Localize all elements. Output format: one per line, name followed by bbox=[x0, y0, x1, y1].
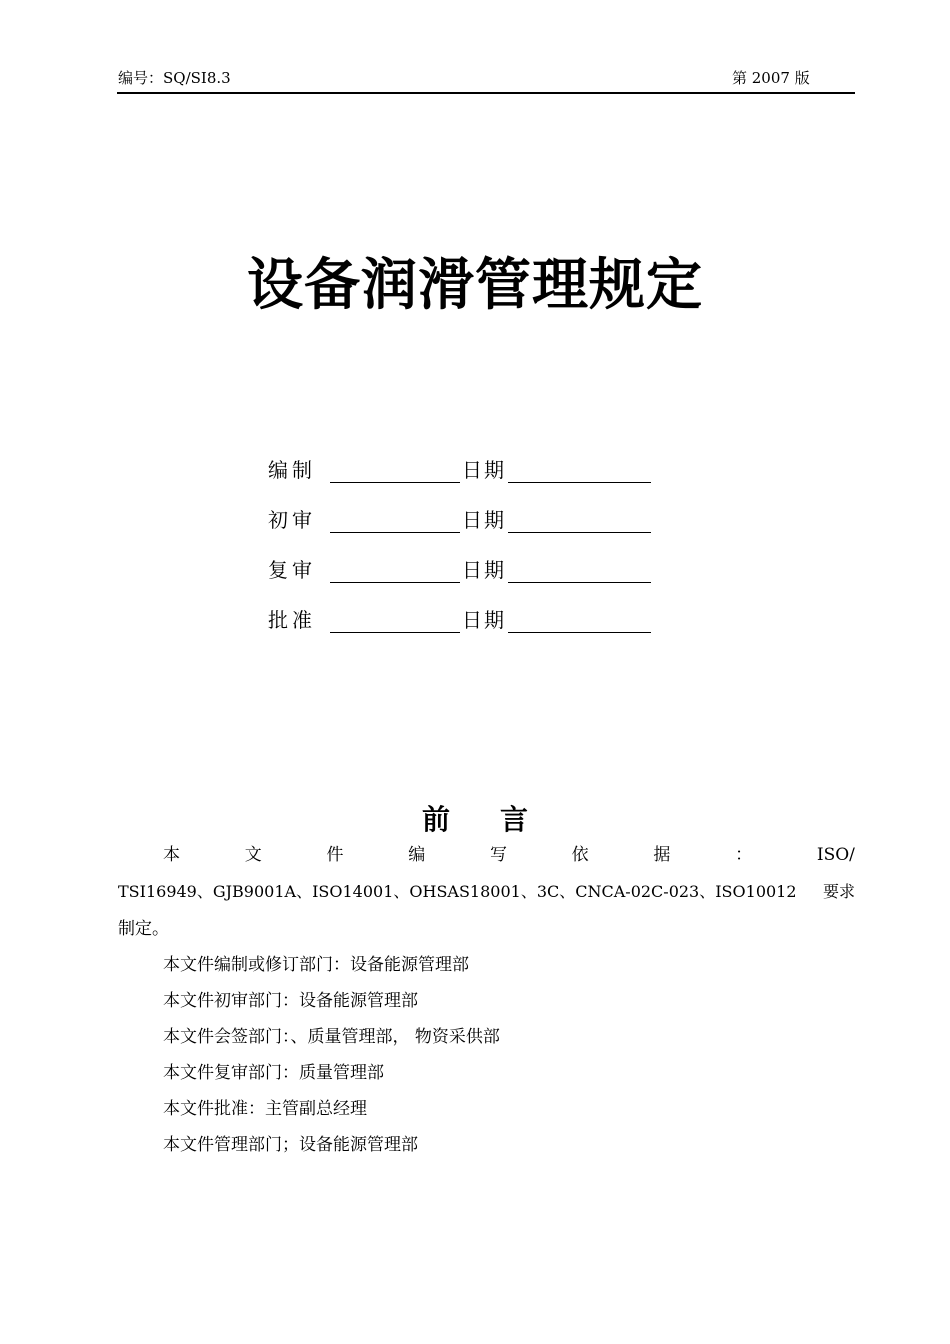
preface-line-end: 制定。 bbox=[118, 919, 169, 939]
document-number: 编号：SQ/SI8.3 bbox=[118, 69, 231, 87]
preface-token: 文 bbox=[244, 845, 262, 865]
date-label: 日期 bbox=[462, 558, 506, 582]
preface-requirement: 要求 bbox=[822, 882, 855, 901]
signature-blank bbox=[330, 482, 460, 483]
preface-heading-char: 言 bbox=[500, 803, 529, 836]
preface-standards: TSI16949、GJB9001A、ISO14001、OHSAS18001、3C、CNCA-02C-023、ISO10012 bbox=[118, 882, 797, 901]
document-title: 设备润滑管理规定 bbox=[247, 253, 703, 318]
signoff-label: 复审 bbox=[268, 558, 316, 582]
signature-blank bbox=[330, 532, 460, 533]
preface-token: 写 bbox=[489, 845, 507, 865]
preface-item: 本文件初审部门：设备能源管理部 bbox=[163, 991, 418, 1011]
date-blank bbox=[508, 582, 651, 583]
date-label: 日期 bbox=[462, 458, 506, 482]
preface-token: 依 bbox=[571, 845, 589, 865]
signoff-row-first-review bbox=[268, 505, 668, 535]
signoff-label: 编制 bbox=[268, 458, 316, 482]
preface-token: ： bbox=[735, 845, 753, 865]
preface-token: 本 bbox=[163, 845, 180, 865]
signature-blank bbox=[330, 582, 460, 583]
date-label: 日期 bbox=[462, 608, 506, 632]
date-blank bbox=[508, 532, 651, 533]
header-rule bbox=[117, 92, 855, 94]
date-blank bbox=[508, 632, 651, 633]
preface-heading bbox=[0, 800, 950, 840]
signoff-row-approve bbox=[268, 605, 668, 635]
preface-token: 件 bbox=[326, 845, 344, 865]
signoff-row-second-review bbox=[268, 555, 668, 585]
edition-label: 第 2007 版 bbox=[732, 69, 810, 87]
preface-item: 本文件复审部门：质量管理部 bbox=[163, 1063, 384, 1083]
signoff-row-compile bbox=[268, 455, 668, 485]
signoff-label: 批准 bbox=[268, 608, 316, 632]
preface-item: 本文件会签部门：、质量管理部， 物资采供部 bbox=[163, 1027, 500, 1047]
preface-token: ISO/ bbox=[816, 845, 855, 865]
signature-blank bbox=[330, 632, 460, 633]
date-blank bbox=[508, 482, 651, 483]
signoff-label: 初审 bbox=[268, 508, 316, 532]
preface-heading-char: 前 bbox=[421, 803, 450, 836]
preface-token: 据 bbox=[653, 845, 671, 865]
preface-basis-line bbox=[163, 843, 855, 867]
preface-item: 本文件批准：主管副总经理 bbox=[163, 1099, 367, 1119]
preface-token: 编 bbox=[408, 845, 426, 865]
preface-item: 本文件管理部门；设备能源管理部 bbox=[163, 1135, 418, 1155]
preface-standards-line bbox=[118, 880, 855, 904]
date-label: 日期 bbox=[462, 508, 506, 532]
preface-item: 本文件编制或修订部门：设备能源管理部 bbox=[163, 955, 469, 975]
